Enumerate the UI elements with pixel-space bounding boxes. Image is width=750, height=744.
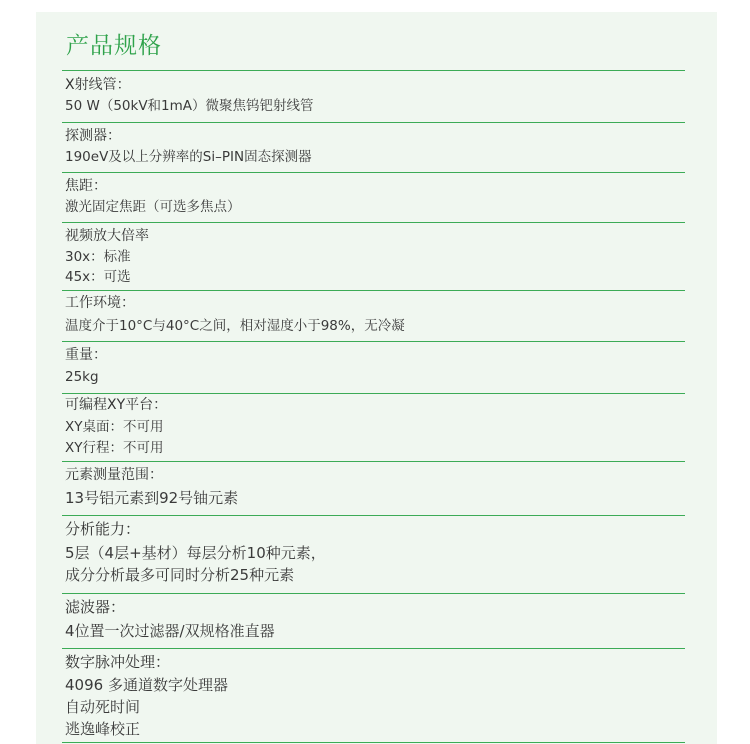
divider <box>62 222 685 223</box>
spec-value: 逃逸峰校正 <box>65 720 141 738</box>
spec-panel <box>36 12 717 744</box>
spec-value: 50 W（50kV和1mA）微聚焦钨钯射线管 <box>65 98 314 114</box>
spec-value: 温度介于10°C与40°C之间，相对湿度小于98%，无冷凝 <box>65 318 405 334</box>
spec-value: 5层（4层+基材）每层分析10种元素， <box>65 544 326 562</box>
spec-label-filter: 滤波器： <box>65 598 126 616</box>
spec-label-xy-stage: 可编程XY平台： <box>65 397 168 413</box>
spec-label-focal-length: 焦距： <box>65 178 107 194</box>
spec-value: 成分分析最多可同时分析25种元素 <box>65 566 295 584</box>
divider <box>62 593 685 594</box>
divider <box>62 172 685 173</box>
spec-value: 4位置一次过滤器/双规格准直器 <box>65 622 275 640</box>
spec-value: 13号铝元素到92号铀元素 <box>65 489 239 507</box>
spec-label-xray-tube: X射线管： <box>65 77 131 93</box>
divider <box>62 742 685 743</box>
spec-value: 自动死时间 <box>65 698 141 716</box>
divider <box>62 122 685 123</box>
spec-value: 45x：可选 <box>65 269 131 285</box>
spec-value: XY桌面：不可用 <box>65 419 164 435</box>
spec-label-digital-pulse-processing: 数字脉冲处理： <box>65 653 171 671</box>
divider <box>62 290 685 291</box>
spec-value: XY行程：不可用 <box>65 440 164 456</box>
page-title: 产品规格 <box>66 33 162 59</box>
spec-value: 30x：标准 <box>65 249 131 265</box>
spec-value: 190eV及以上分辨率的Si–PIN固态探测器 <box>65 149 312 165</box>
spec-label-environment: 工作环境： <box>65 295 135 311</box>
spec-label-element-range: 元素测量范围： <box>65 467 163 483</box>
divider <box>62 341 685 342</box>
spec-value: 激光固定焦距（可选多焦点） <box>65 199 241 215</box>
spec-value: 25kg <box>65 369 99 385</box>
divider <box>62 648 685 649</box>
divider <box>62 70 685 71</box>
spec-label-weight: 重量： <box>65 347 107 363</box>
spec-value: 4096 多通道数字处理器 <box>65 676 228 694</box>
divider <box>62 461 685 462</box>
divider <box>62 515 685 516</box>
spec-label-detector: 探测器： <box>65 128 121 144</box>
spec-label-video-magnification: 视频放大倍率 <box>65 228 149 244</box>
divider <box>62 393 685 394</box>
spec-label-analysis-capability: 分析能力： <box>65 520 141 538</box>
